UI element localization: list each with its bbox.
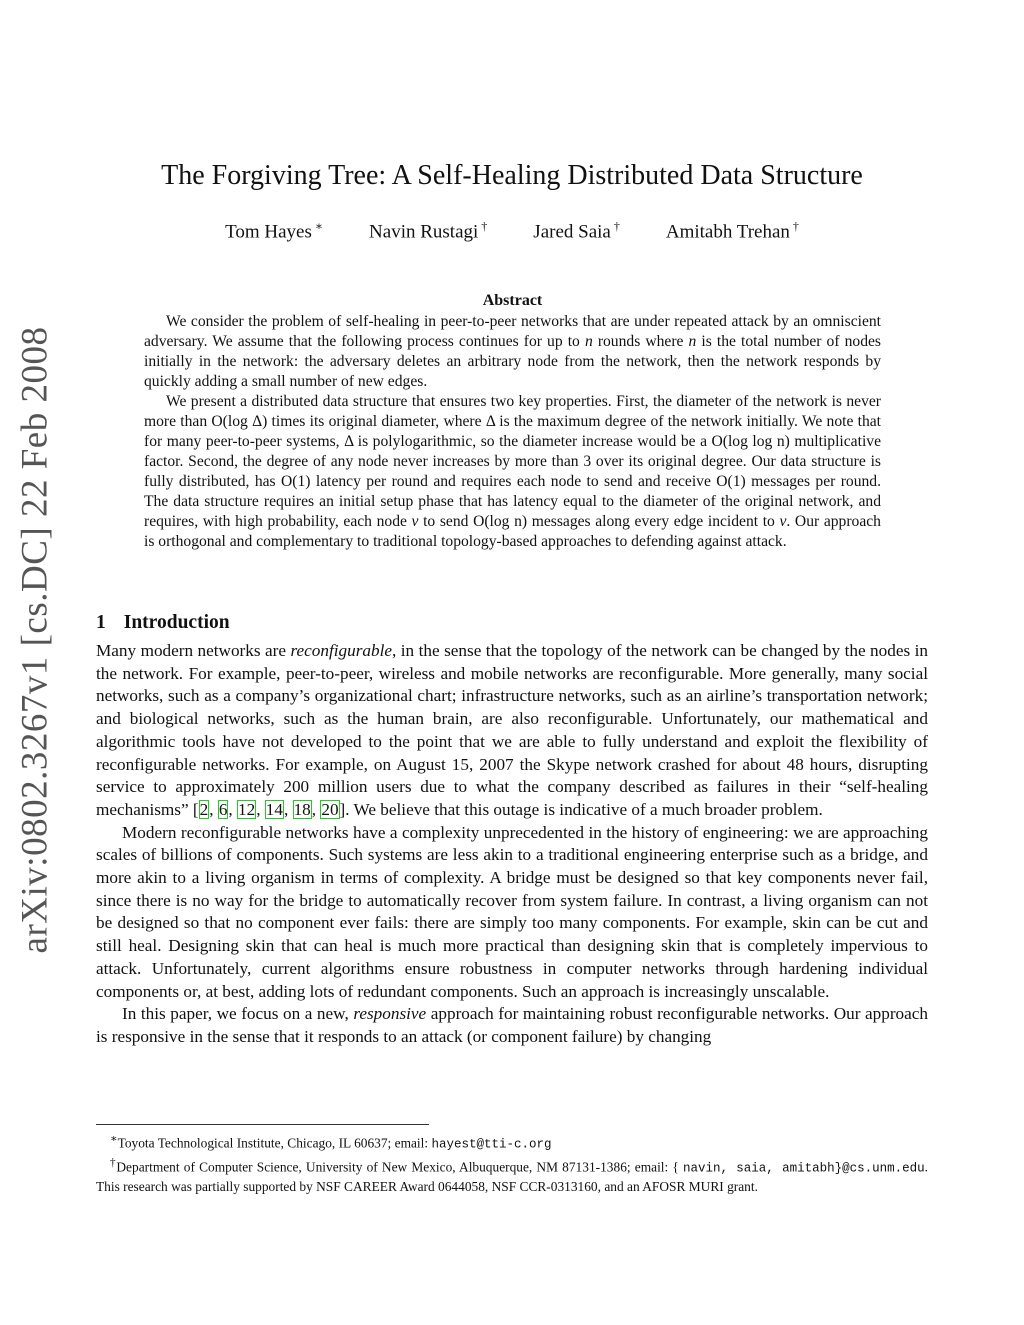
author-list <box>96 219 928 243</box>
body-paragraph: In this paper, we focus on a new, responsive approach for maintaining robust reconfigurable networks. Our approach is responsive in the sense that it responds to an attack (or component failure) by changing <box>96 1004 928 1046</box>
body-paragraph: Modern reconfigurable networks have a complexity unprecedented in the history of engineering: we are approaching scales of billions of components. Such systems are less akin to a traditional engineering enterprise such as a bridge, and more akin to a living organism in terms of complexity. A bridge must be designed so that key components never fail, since there is no way for the bridge to automatically recover from system failure. In contrast, a living organism can not be designed so that no component ever fails: there are simply too many components. For example, skin can be cut and still heal. Designing skin that can heal is much more practical than designing skin that is completely impervious to attack. Unfortunately, current algorithms ensure robustness in computer networks through hardening individual components or, at best, adding lots of redundant components. Such an approach is increasingly unscalable. <box>96 822 928 1001</box>
citation-link[interactable]: 14 <box>265 799 283 819</box>
citation-link[interactable]: 2 <box>199 799 209 819</box>
citation-link[interactable]: 6 <box>218 799 228 819</box>
footnote: ∗Toyota Technological Institute, Chicago, IL 60637; email: hayest@tti-c.org <box>110 1133 552 1152</box>
email-link[interactable]: hayest@tti-c.org <box>431 1137 552 1152</box>
citation-link[interactable]: 18 <box>293 799 311 819</box>
citation-link[interactable]: 12 <box>238 799 256 819</box>
author: Tom Hayes ∗ <box>225 219 324 243</box>
author: Jared Saia † <box>533 219 620 243</box>
arxiv-stamp: arXiv:0802.3267v1 [cs.DC] 22 Feb 2008 <box>14 326 56 954</box>
abstract-paragraph: We present a distributed data structure that ensures two key properties. First, the diameter of the network is never more than O(log Δ) times its original diameter, where Δ is the maximum degree of the network initially. We note that for many peer-to-peer systems, Δ is polylogarithmic, so the diameter increase would be a O(log log n) multiplicative factor. Second, the degree of any node never increases by more than 3 over its original degree. Our data structure is fully distributed, has O(1) latency per round and requires each node to send and receive O(1) messages per round. The data structure requires an initial setup phase that has latency equal to the diameter of the original network, and requires, with high probability, each node v to send O(log n) messages along every edge incident to v. Our approach is orthogonal and complementary to traditional topology-based approaches to defending against attack. <box>144 393 882 550</box>
body-paragraph: Many modern networks are reconfigurable, in the sense that the topology of the network can be changed by the nodes in the network. For example, peer-to-peer, wireless and mobile networks are reconfigurable. More generally, many social networks, such as a company’s organizational chart; infrastructure networks, such as an airline’s transportation network; and biological networks, such as the human brain, are also reconfigurable. Unfortunately, our mathematical and algorithmic tools have not developed to the point that we are able to fully understand and exploit the flexibility of reconfigurable networks. For example, on August 15, 2007 the Skype network crashed for about 48 hours, disrupting service to approximately 200 million users due to what the company described as failures in their “self-healing mechanisms” [2, 6, 12, 14, 18, 20]. We believe that this outage is indicative of a much broader problem. <box>96 641 929 819</box>
abstract-paragraph: We consider the problem of self-healing in peer-to-peer networks that are under repeated attack by an omniscient adversary. We assume that the following process continues for up to n rounds where n is the total number of nodes initially in the network: the adversary deletes an arbitrary node from the network, then the network responds by quickly adding a small number of new edges. <box>144 313 881 390</box>
footnote-divider <box>96 1124 429 1125</box>
author: Amitabh Trehan † <box>665 219 799 243</box>
footnotes <box>96 1130 928 1196</box>
section-heading: 1 Introduction <box>96 612 230 633</box>
introduction-body <box>96 640 928 1049</box>
author: Navin Rustagi † <box>369 219 488 243</box>
footnote: †Department of Computer Science, University of New Mexico, Albuquerque, NM 87131-1386; email: { navin, saia, amitabh}@cs.unm.edu. This research was partially supported by NSF CAREER Award 0644058, NSF CCR-0313160, and an AFOSR MURI grant. <box>96 1156 928 1194</box>
abstract <box>144 291 881 552</box>
abstract-heading: Abstract <box>482 292 543 309</box>
paper-title: The Forgiving Tree: A Self-Healing Distributed Data Structure <box>161 160 863 191</box>
email-link[interactable]: navin, saia, amitabh}@cs.unm.edu <box>682 1161 925 1176</box>
citation-link[interactable]: 20 <box>321 799 339 819</box>
